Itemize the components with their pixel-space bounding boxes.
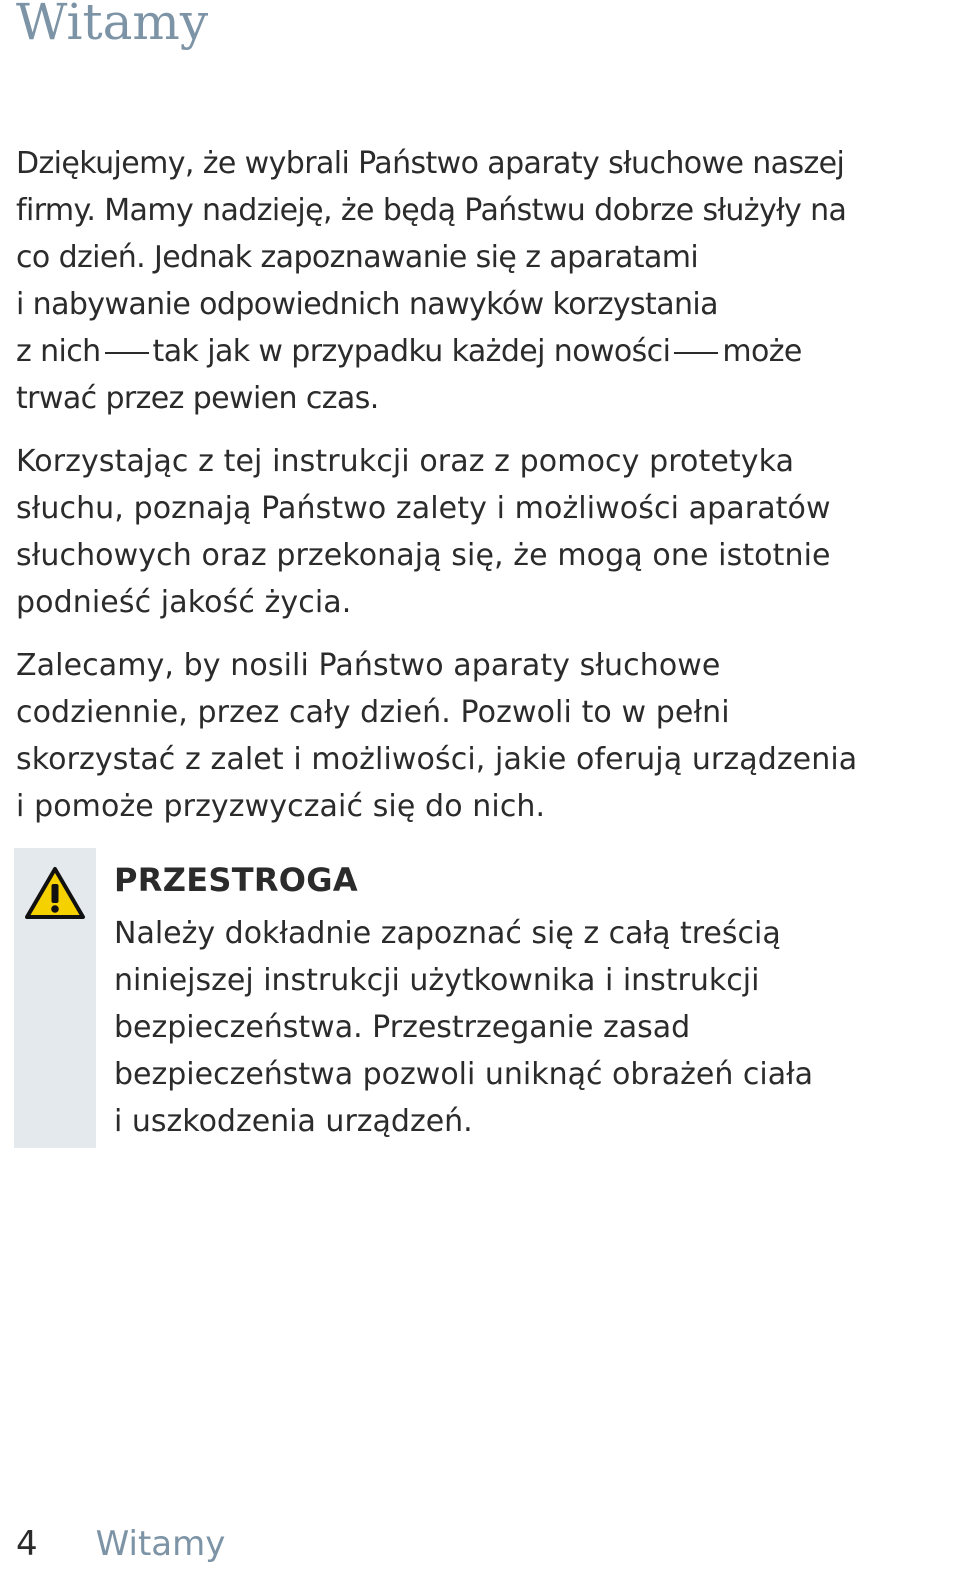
text-line: i nabywanie odpowiednich nawyków korzystania <box>16 287 718 322</box>
text-line: niniejszej instrukcji użytkownika i instrukcji <box>114 963 760 998</box>
text-segment: z nich <box>16 334 101 369</box>
warning-heading: PRZESTROGA <box>114 861 358 899</box>
text-line: i uszkodzenia urządzeń. <box>114 1104 473 1139</box>
text-line: słuchu, poznają Państwo zalety i możliwości aparatów <box>16 491 831 526</box>
body-text <box>16 140 946 846</box>
page-title: Witamy <box>16 0 209 51</box>
text-line: co dzień. Jednak zapoznawanie się z aparatami <box>16 240 699 275</box>
em-dash <box>674 352 718 354</box>
text-line: i pomoże przyzwyczaić się do nich. <box>16 789 546 824</box>
recommendation-paragraph <box>16 642 946 830</box>
footer-section-title: Witamy <box>95 1524 226 1564</box>
page-footer <box>16 1520 225 1568</box>
text-line: Dziękujemy, że wybrali Państwo aparaty słuchowe naszej <box>16 146 845 181</box>
text-segment: tak jak w przypadku każdej nowości <box>152 334 671 369</box>
text-line: trwać przez pewien czas. <box>16 381 379 416</box>
text-line: Zalecamy, by nosili Państwo aparaty słuchowe <box>16 648 721 683</box>
text-line: codziennie, przez cały dzień. Pozwoli to w pełni <box>16 695 730 730</box>
text-line: Należy dokładnie zapoznać się z całą treścią <box>114 916 781 951</box>
text-line: bezpieczeństwa. Przestrzeganie zasad <box>114 1010 691 1045</box>
page-number: 4 <box>16 1524 38 1564</box>
text-line: podnieść jakość życia. <box>16 585 352 620</box>
text-line: Korzystając z tej instrukcji oraz z pomocy protetyka <box>16 444 795 479</box>
text-line: skorzystać z zalet i możliwości, jakie oferują urządzenia <box>16 742 858 777</box>
text-line-with-dashes <box>16 328 946 375</box>
text-line: firmy. Mamy nadzieję, że będą Państwu dobrze służyły na <box>16 193 847 228</box>
intro-paragraph <box>16 140 946 422</box>
instruction-paragraph <box>16 438 946 626</box>
em-dash <box>105 352 149 354</box>
text-line: bezpieczeństwa pozwoli uniknąć obrażeń ciała <box>114 1057 814 1092</box>
text-segment: może <box>722 334 802 369</box>
warning-text <box>114 910 934 1145</box>
text-line: słuchowych oraz przekonają się, że mogą one istotnie <box>16 538 831 573</box>
warning-triangle-icon <box>24 866 86 920</box>
